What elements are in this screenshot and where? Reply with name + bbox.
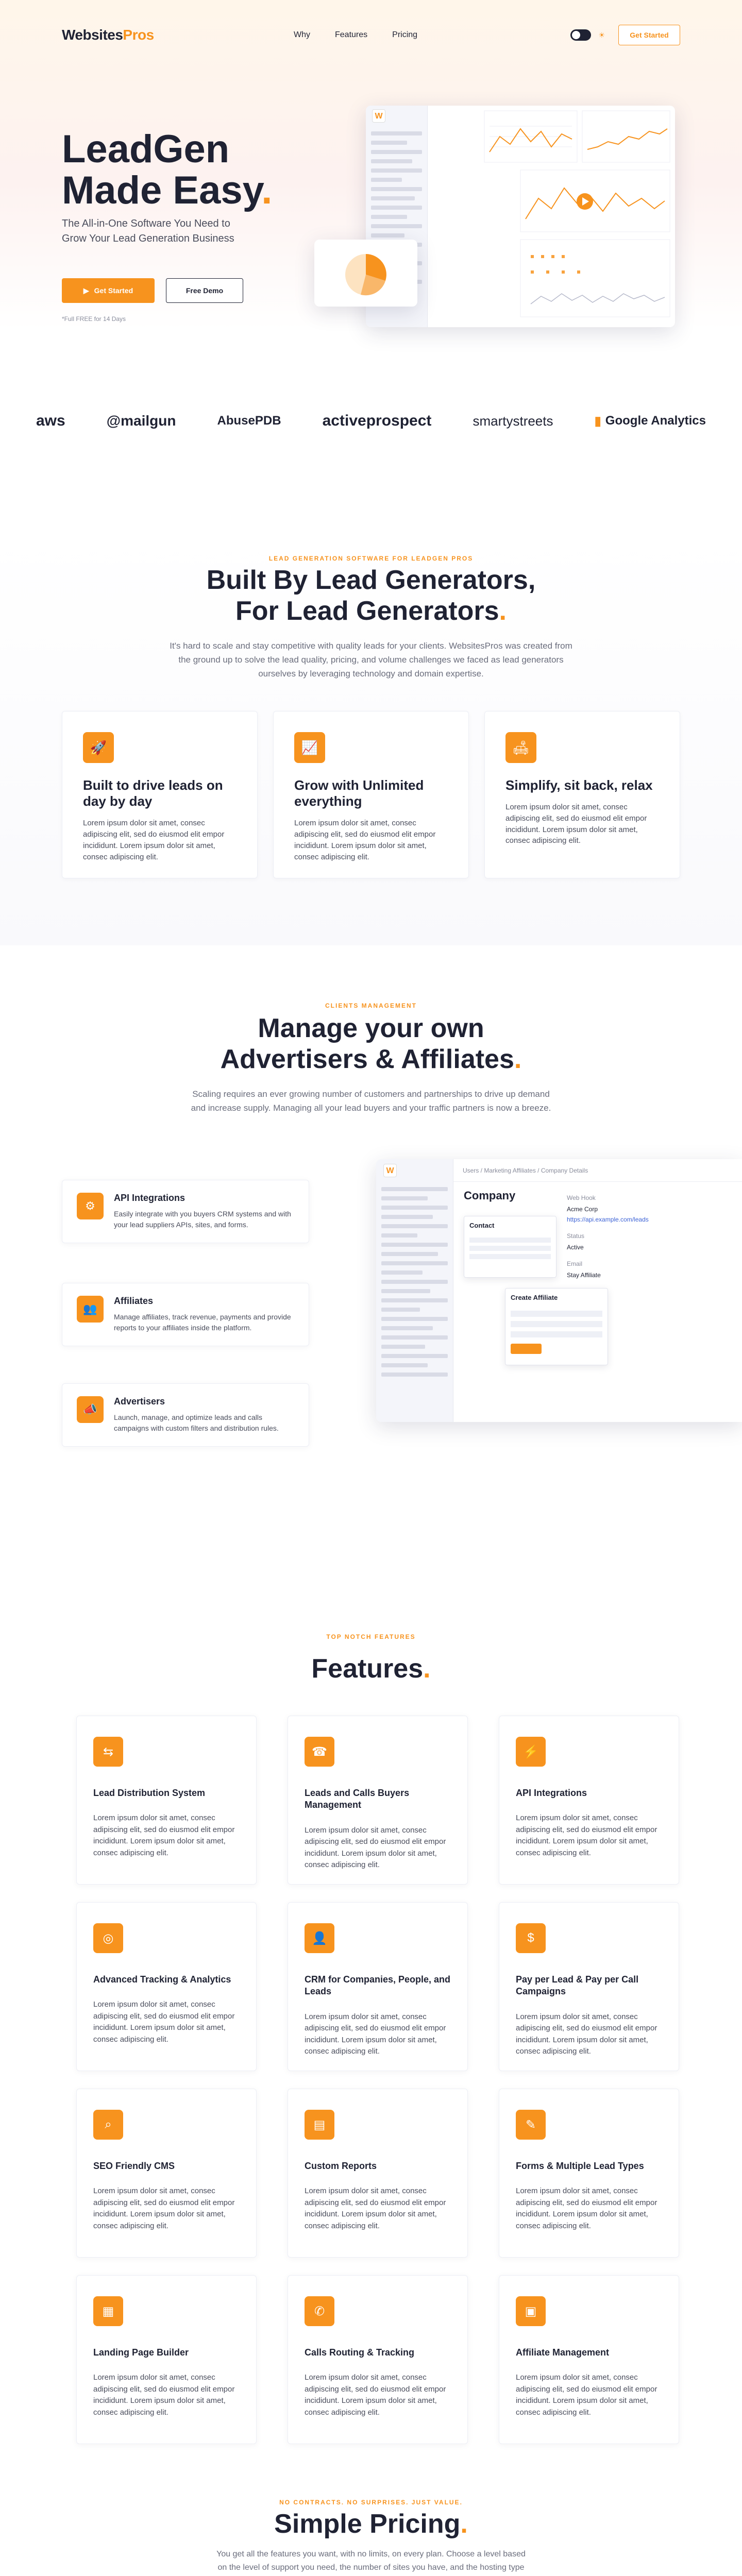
builder-icon: ▦ — [93, 2296, 123, 2326]
dashboard-charts — [428, 106, 675, 327]
api-icon: ⚙ — [77, 1193, 104, 1219]
hero-get-started-button[interactable] — [62, 278, 155, 303]
feature-text: Lorem ipsum dolor sit amet, consec adipiscing elit, sed do eiusmod elit empor incididunt. Lorem ipsum dolor sit amet, consec adipiscing elit. — [93, 2187, 235, 2230]
feature-text: Lorem ipsum dolor sit amet, consec adipiscing elit, sed do eiusmod elit empor incididunt. Lorem ipsum dolor sit amet, consec adipiscing elit. — [93, 2000, 235, 2044]
built-card — [62, 711, 258, 878]
seo-icon: ⌕ — [93, 2110, 123, 2140]
hero-title-line2: Made Easy — [62, 168, 262, 212]
contact-popup-title: Contact — [469, 1222, 495, 1229]
hero-title: LeadGen Made Easy. — [62, 127, 273, 212]
top-nav — [62, 21, 680, 49]
feature-card — [288, 1902, 468, 2071]
manage-card-text: Manage affiliates, track revenue, payments and provide reports to your affiliates inside the platform. — [114, 1313, 291, 1332]
app-logo-icon: W — [383, 1164, 397, 1177]
features-grid — [76, 1716, 679, 2444]
hero-subtitle: The All-in-One Software You Need to Grow Your Lead Generation Business — [62, 218, 234, 244]
feature-text: Lorem ipsum dolor sit amet, consec adipiscing elit, sed do eiusmod elit empor incididunt. Lorem ipsum dolor sit amet, consec adipiscing elit. — [305, 2187, 446, 2230]
pricing-title: Simple Pricing. — [274, 2509, 468, 2539]
get-started-nav-button[interactable]: Get Started — [618, 25, 680, 45]
logo-activeprospect: activeprospect — [322, 412, 432, 429]
sofa-icon: 🛋 — [505, 732, 536, 763]
logo-google-analytics — [595, 414, 706, 429]
built-section — [0, 533, 742, 945]
report-icon: ▤ — [305, 2110, 334, 2140]
pay-icon: $ — [516, 1923, 546, 1953]
manage-card-text: Easily integrate with you buyers CRM systems and with your lead suppliers APIs, sites, and forms. — [114, 1210, 291, 1229]
play-icon: ▶ — [83, 286, 89, 295]
logo-main: Websites — [62, 27, 123, 43]
built-card — [484, 711, 680, 878]
forms-icon: ✎ — [516, 2110, 546, 2140]
logo-aws: aws — [36, 412, 65, 429]
field-value: Acme Corp — [567, 1206, 598, 1213]
affiliate-icon: ▣ — [516, 2296, 546, 2326]
manage-title: Manage your own Advertisers & Affiliates. — [220, 1013, 522, 1074]
feature-title: CRM for Companies, People, and Leads — [305, 1974, 451, 1997]
built-card-text: Lorem ipsum dolor sit amet, consec adipiscing elit, sed do eiusmod elit empor incididunt. Lorem ipsum dolor sit amet, consec adipiscing elit. — [505, 803, 647, 845]
nav-link-features[interactable]: Features — [335, 30, 368, 39]
partner-logos — [36, 412, 706, 430]
manage-card — [62, 1383, 309, 1447]
built-label: LEAD GENERATION SOFTWARE FOR LEADGEN PROS — [268, 555, 474, 562]
affiliates-screenshot — [376, 1159, 742, 1422]
built-description: It's hard to scale and stay competitive with quality leads for your clients. WebsitesPros was created from the ground up to solve the lead quality, pricing, and volume challenges we faced as lead generators ourselves by leveraging technology and domain expertise. — [170, 641, 572, 679]
crm-icon: 👤 — [305, 1923, 334, 1953]
hero-free-demo-button[interactable]: Free Demo — [166, 278, 243, 303]
manage-card-title: API Integrations — [114, 1193, 185, 1203]
manage-section — [0, 945, 742, 1492]
manage-card — [62, 1180, 309, 1243]
phone-icon: ✆ — [305, 2296, 334, 2326]
manage-title-line1: Manage your own — [258, 1013, 484, 1043]
manage-description: Scaling requires an ever growing number of customers and partnerships to drive up demand and increase supply. Managing all your lead buyers and your traffic partners is now a breeze. — [191, 1089, 551, 1113]
pie-chart — [314, 240, 417, 307]
app-logo-icon: W — [372, 109, 385, 123]
built-card-text: Lorem ipsum dolor sit amet, consec adipiscing elit, sed do eiusmod elit empor incididunt. Lorem ipsum dolor sit amet, consec adipiscing elit. — [294, 819, 436, 861]
feature-title: Pay per Lead & Pay per Call Campaigns — [516, 1974, 639, 1997]
hero-get-started-label: Get Started — [94, 286, 133, 295]
hero-title-line1: LeadGen — [62, 127, 230, 171]
features-title-text: Features — [311, 1654, 424, 1684]
rocket-icon: 🚀 — [83, 732, 114, 763]
sun-icon: ☀ — [598, 30, 605, 39]
nav-link-why[interactable]: Why — [294, 30, 310, 39]
field-value: Stay Affiliate — [567, 1272, 601, 1279]
built-cards — [62, 711, 680, 878]
app-heading: Company — [464, 1189, 516, 1202]
logo[interactable] — [62, 27, 154, 43]
feature-card — [499, 1716, 679, 1885]
feature-title: Custom Reports — [305, 2161, 377, 2171]
feature-text: Lorem ipsum dolor sit amet, consec adipiscing elit, sed do eiusmod elit empor incididunt. Lorem ipsum dolor sit amet, consec adipiscing elit. — [305, 1825, 446, 1870]
feature-title: Affiliate Management — [516, 2347, 610, 2358]
manage-card — [62, 1283, 309, 1346]
manage-title-line2: Advertisers & Affiliates — [220, 1044, 514, 1074]
feature-card — [76, 2089, 257, 2258]
feature-card — [499, 2275, 679, 2444]
feature-text: Lorem ipsum dolor sit amet, consec adipiscing elit, sed do eiusmod elit empor incididunt. Lorem ipsum dolor sit amet, consec adipiscing elit. — [93, 2373, 235, 2417]
plug-icon: ⚡ — [516, 1737, 546, 1767]
create-affiliate-button[interactable] — [511, 1344, 542, 1354]
chart-icon: 📈 — [294, 732, 325, 763]
pricing-label: NO CONTRACTS. NO SURPRISES. JUST VALUE. — [279, 2499, 463, 2506]
logo-accent: Pros — [123, 27, 154, 43]
feature-text: Lorem ipsum dolor sit amet, consec adipiscing elit, sed do eiusmod elit empor incididunt. Lorem ipsum dolor sit amet, consec adipiscing elit. — [516, 2012, 657, 2056]
field-label: Status — [567, 1232, 585, 1240]
features-label: TOP NOTCH FEATURES — [326, 1633, 416, 1640]
create-affiliate-title: Create Affiliate — [511, 1294, 558, 1301]
feature-title: Leads and Calls Buyers Management — [305, 1788, 410, 1810]
feature-card — [288, 2275, 468, 2444]
logo-smartystreets: smartystreets — [473, 413, 553, 429]
trial-note: *Full FREE for 14 Days — [62, 315, 126, 323]
field-label: Web Hook — [567, 1194, 596, 1201]
feature-text: Lorem ipsum dolor sit amet, consec adipiscing elit, sed do eiusmod elit empor incididunt. Lorem ipsum dolor sit amet, consec adipiscing elit. — [93, 1814, 235, 1857]
hero-section — [0, 0, 742, 330]
field-value[interactable]: https://api.example.com/leads — [567, 1216, 649, 1223]
built-title-line1: Built By Lead Generators, — [206, 565, 536, 595]
feature-title: Lead Distribution System — [93, 1788, 206, 1798]
bar-chart-icon: ▮ — [594, 414, 601, 428]
manage-label: CLIENTS MANAGEMENT — [325, 1002, 417, 1009]
field-label: Email — [567, 1260, 583, 1267]
analytics-icon: ◎ — [93, 1923, 123, 1953]
field-value: Active — [567, 1244, 584, 1251]
pricing-title-text: Simple Pricing — [274, 2509, 461, 2539]
hero-actions — [62, 278, 243, 303]
logo-abusepdb: AbusePDB — [217, 414, 281, 428]
manage-card-text: Launch, manage, and optimize leads and calls campaigns with custom filters and distribution rules. — [114, 1413, 279, 1432]
built-card-title: Simplify, sit back, relax — [505, 777, 653, 793]
feature-text: Lorem ipsum dolor sit amet, consec adipiscing elit, sed do eiusmod elit empor incididunt. Lorem ipsum dolor sit amet, consec adipiscing elit. — [305, 2373, 446, 2417]
megaphone-icon: 📣 — [77, 1396, 104, 1423]
feature-title: SEO Friendly CMS — [93, 2161, 175, 2171]
feature-text: Lorem ipsum dolor sit amet, consec adipiscing elit, sed do eiusmod elit empor incididunt. Lorem ipsum dolor sit amet, consec adipiscing elit. — [305, 2012, 446, 2056]
logo-mailgun: @mailgun — [106, 413, 176, 429]
feature-card — [288, 2089, 468, 2258]
feature-title: API Integrations — [516, 1788, 587, 1798]
feature-card — [499, 2089, 679, 2258]
pricing-description: You get all the features you want, with no limits, on every plan. Choose a level based on the level of support you need, the number of sites you have, and the hosting type — [216, 2550, 526, 2572]
nav-actions — [570, 25, 680, 45]
buyers-icon: ☎ — [305, 1737, 334, 1767]
feature-card — [76, 1902, 257, 2071]
app-sidebar — [376, 1159, 453, 1422]
create-affiliate-popup — [505, 1288, 608, 1365]
built-title-line2: For Lead Generators — [235, 596, 499, 626]
built-title: Built By Lead Generators, For Lead Generators. — [206, 565, 536, 626]
theme-toggle[interactable] — [570, 29, 591, 41]
feature-text: Lorem ipsum dolor sit amet, consec adipiscing elit, sed do eiusmod elit empor incididunt. Lorem ipsum dolor sit amet, consec adipiscing elit. — [516, 2373, 657, 2417]
feature-text: Lorem ipsum dolor sit amet, consec adipiscing elit, sed do eiusmod elit empor incididunt. Lorem ipsum dolor sit amet, consec adipiscing elit. — [516, 1814, 657, 1857]
feature-title: Forms & Multiple Lead Types — [516, 2161, 644, 2171]
built-card-title: Grow with Unlimited everything — [294, 777, 424, 809]
pie-chart-card — [314, 240, 417, 307]
built-card — [273, 711, 469, 878]
feature-card — [76, 2275, 257, 2444]
nav-link-pricing[interactable]: Pricing — [392, 30, 418, 39]
feature-card — [499, 1902, 679, 2071]
feature-title: Calls Routing & Tracking — [305, 2347, 415, 2358]
feature-text: Lorem ipsum dolor sit amet, consec adipiscing elit, sed do eiusmod elit empor incididunt. Lorem ipsum dolor sit amet, consec adipiscing elit. — [516, 2187, 657, 2230]
built-card-text: Lorem ipsum dolor sit amet, consec adipiscing elit, sed do eiusmod elit empor incididunt. Lorem ipsum dolor sit amet, consec adipiscing elit. — [83, 819, 225, 861]
features-title: Features. — [311, 1654, 431, 1684]
app-breadcrumb: Users / Marketing Affiliates / Company Details — [453, 1159, 742, 1182]
distribution-icon: ⇆ — [93, 1737, 123, 1767]
nav-links — [294, 30, 417, 40]
users-icon: 👥 — [77, 1296, 104, 1323]
manage-card-title: Advertisers — [114, 1396, 165, 1406]
contact-popup — [464, 1216, 556, 1278]
manage-card-title: Affiliates — [114, 1296, 154, 1306]
feature-card — [288, 1716, 468, 1885]
feature-title: Landing Page Builder — [93, 2347, 189, 2358]
logo-google-analytics-text: Google Analytics — [605, 414, 706, 428]
feature-title: Advanced Tracking & Analytics — [93, 1974, 231, 1985]
built-card-title: Built to drive leads on day by day — [83, 777, 223, 809]
feature-card — [76, 1716, 257, 1885]
